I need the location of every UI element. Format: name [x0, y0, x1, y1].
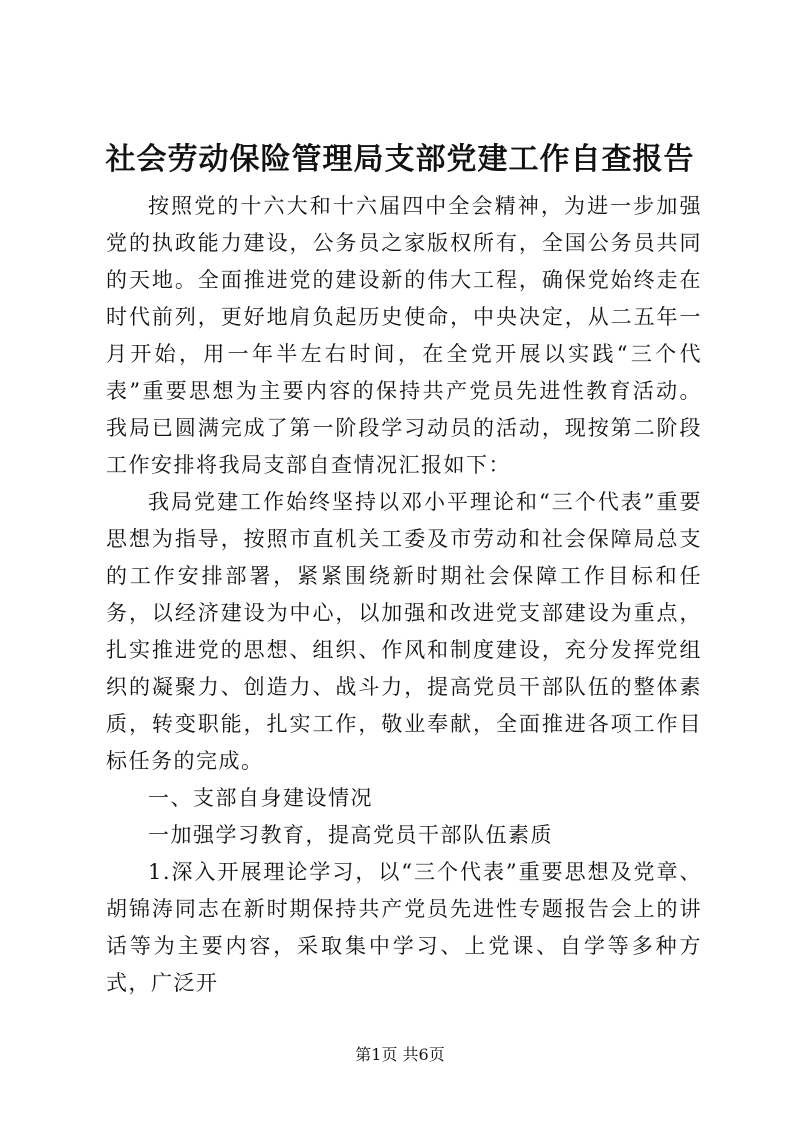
paragraph-intro: 按照党的十六大和十六届四中全会精神，为进一步加强党的执政能力建设，公务员之家版权所有，全国公务员共同的天地。全面推进党的建设新的伟大工程，确保党始终走在时代前列，更好地肩负起历史使命，中央决定，从二五年一月开始，用一年半左右时间，在全党开展以实践“三个代表”重要思想为主要内容的保持共产党员先进性教育活动。我局已圆满完成了第一阶段学习动员的活动，现按第二阶段工作安排将我局支部自查情况汇报如下： — [106, 194, 702, 477]
document-title: 社会劳动保险管理局支部党建工作自查报告 — [105, 142, 695, 177]
subsection-heading-study-education: 一加强学习教育，提高党员干部队伍素质 — [148, 823, 553, 847]
section-heading-branch-construction: 一、支部自身建设情况 — [148, 786, 373, 810]
page-number-footer: 第1页 共6页 — [355, 1045, 445, 1064]
document-body — [106, 188, 702, 1002]
paragraph-guiding-principles: 我局党建工作始终坚持以邓小平理论和“三个代表”重要思想为指导，按照市直机关工委及市劳动和社会保障局总支的工作安排部署，紧紧围绕新时期社会保障工作目标和任务，以经济建设为中心，以加强和改进党支部建设为重点，扎实推进党的思想、组织、作风和制度建设，充分发挥党组织的凝聚力、创造力、战斗力，提高党员干部队伍的整体素质，转变职能，扎实工作，敬业奉献，全面推进各项工作目标任务的完成。 — [106, 490, 702, 773]
paragraph-theory-study: 1.深入开展理论学习，以“三个代表”重要思想及党章、胡锦涛同志在新时期保持共产党员先进性专题报告会上的讲话等为主要内容，采取集中学习、上党课、自学等多种方式，广泛开 — [106, 860, 702, 995]
